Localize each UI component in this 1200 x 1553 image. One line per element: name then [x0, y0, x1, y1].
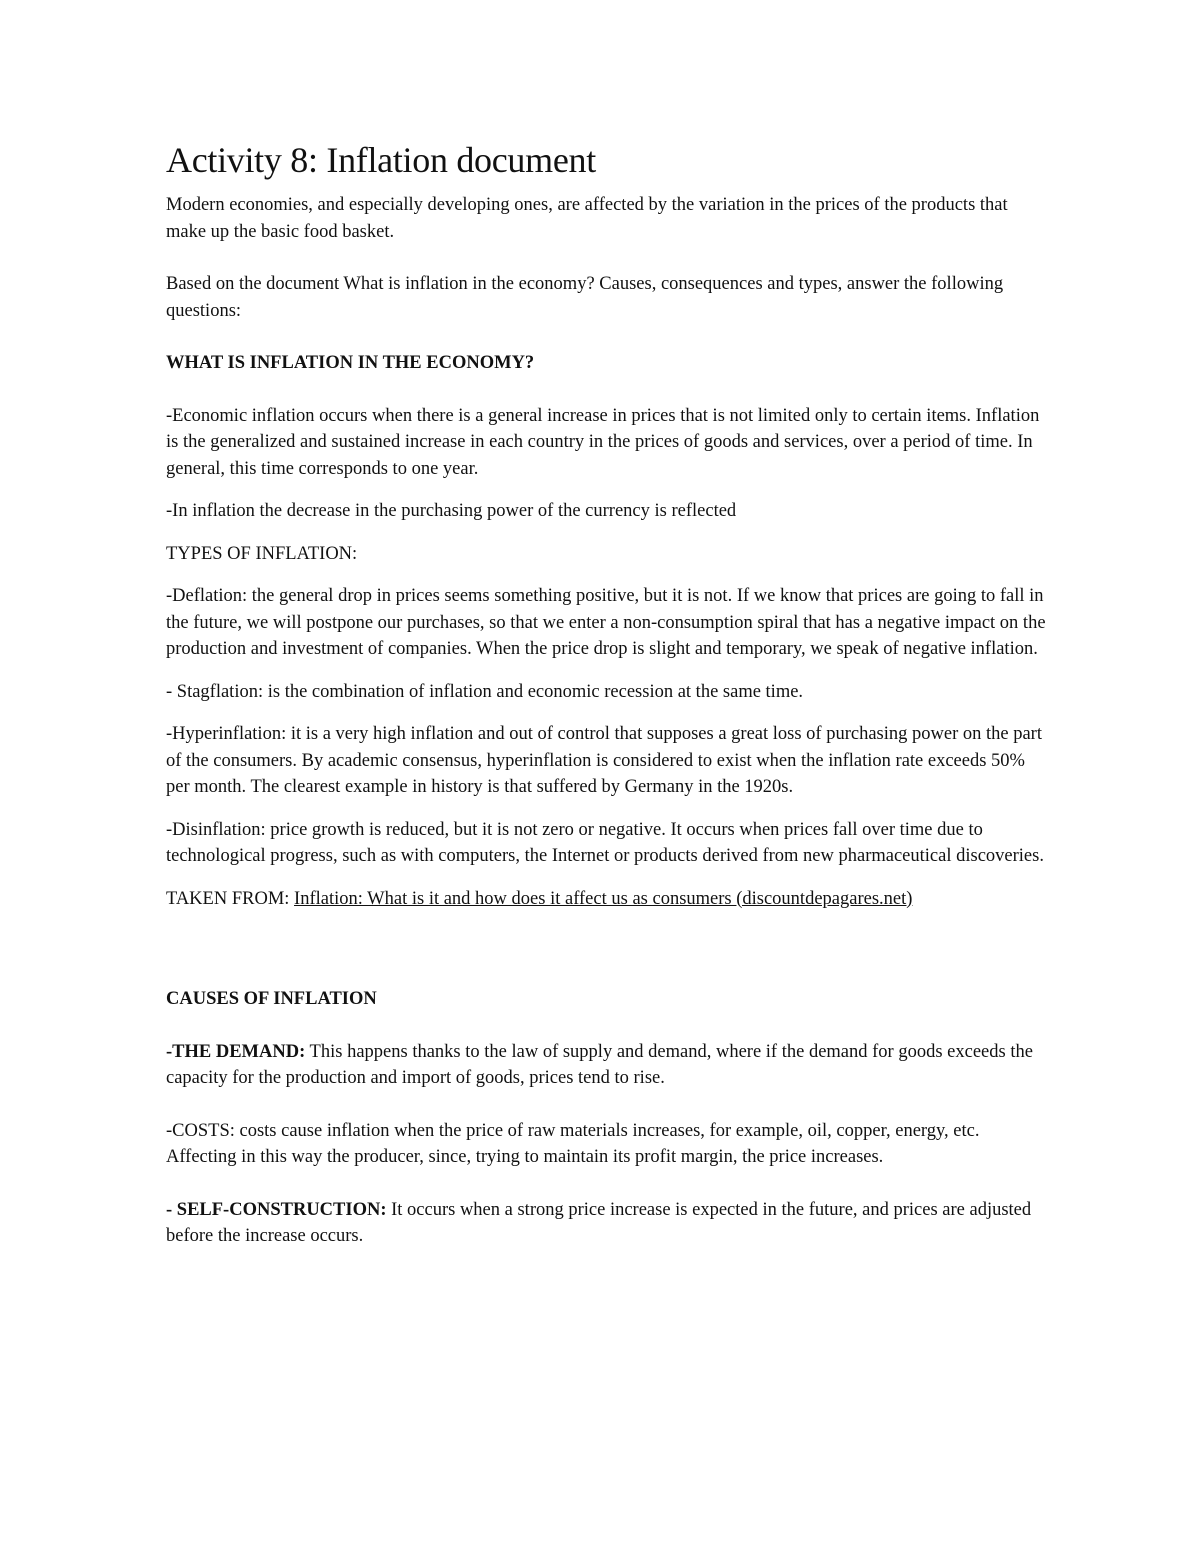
section-heading-causes: CAUSES OF INFLATION [166, 989, 377, 1009]
definition-paragraph: -Economic inflation occurs when there is a general increase in prices that is not limited only to certain items. Inflation is the generalized and sustained increase in each country in the prices of goods and services, over a period of time. In general, this time corresponds to one year. [166, 405, 1040, 479]
cause-self-construction [166, 1197, 1046, 1250]
cause-demand-label: -THE DEMAND: [166, 1041, 306, 1062]
cause-self-label: - SELF-CONSTRUCTION: [166, 1199, 387, 1220]
document-body [166, 138, 1046, 1276]
section-heading-what-is-inflation: WHAT IS INFLATION IN THE ECONOMY? [166, 353, 535, 373]
purchasing-power-paragraph: -In inflation the decrease in the purchasing power of the currency is reflected [166, 501, 737, 521]
instructions-paragraph: Based on the document What is inflation in the economy? Causes, consequences and types, answer the following questions: [166, 274, 1004, 321]
type-deflation: -Deflation: the general drop in prices seems something positive, but it is not. If we know that prices are going to fall in the future, we will postpone our purchases, so that we enter a non-consumption spiral that has a negative impact on the production and investment of companies. When the price drop is slight and temporary, we speak of negative inflation. [166, 586, 1046, 659]
cause-self-text: It occurs when a strong price increase is expected in the future, and prices are adjusted before the increase occurs. [166, 1199, 1032, 1246]
type-hyperinflation: -Hyperinflation: it is a very high inflation and out of control that supposes a great loss of purchasing power on the part of the consumers. By academic consensus, hyperinflation is considered to exist when the inflation rate exceeds 50% per month. The clearest example in history is that suffered by Germany in the 1920s. [166, 724, 1042, 797]
type-stagflation: - Stagflation: is the combination of inflation and economic recession at the same time. [166, 681, 804, 702]
cause-demand [166, 1039, 1046, 1092]
cause-costs: -COSTS: costs cause inflation when the price of raw materials increases, for example, oil, copper, energy, etc. Affecting in this way the producer, since, trying to maintain its profit margin, the price increases. [166, 1120, 980, 1167]
source-prefix: TAKEN FROM: [166, 888, 295, 909]
cause-demand-text: This happens thanks to the law of supply and demand, where if the demand for goods exceeds the capacity for the production and import of goods, prices tend to rise. [166, 1041, 1033, 1088]
source-citation [166, 886, 1046, 913]
intro-paragraph: Modern economies, and especially developing ones, are affected by the variation in the prices of the products that make up the basic food basket. [166, 195, 1008, 242]
document-title: Activity 8: Inflation document [166, 140, 596, 180]
type-disinflation: -Disinflation: price growth is reduced, but it is not zero or negative. It occurs when prices fall over time due to technological progress, such as with computers, the Internet or products derived from new pharmaceutical discoveries. [166, 819, 1044, 866]
types-heading: TYPES OF INFLATION: [166, 543, 358, 564]
source-link[interactable]: Inflation: What is it and how does it affect us as consumers (discountdepagares.net) [294, 888, 913, 909]
